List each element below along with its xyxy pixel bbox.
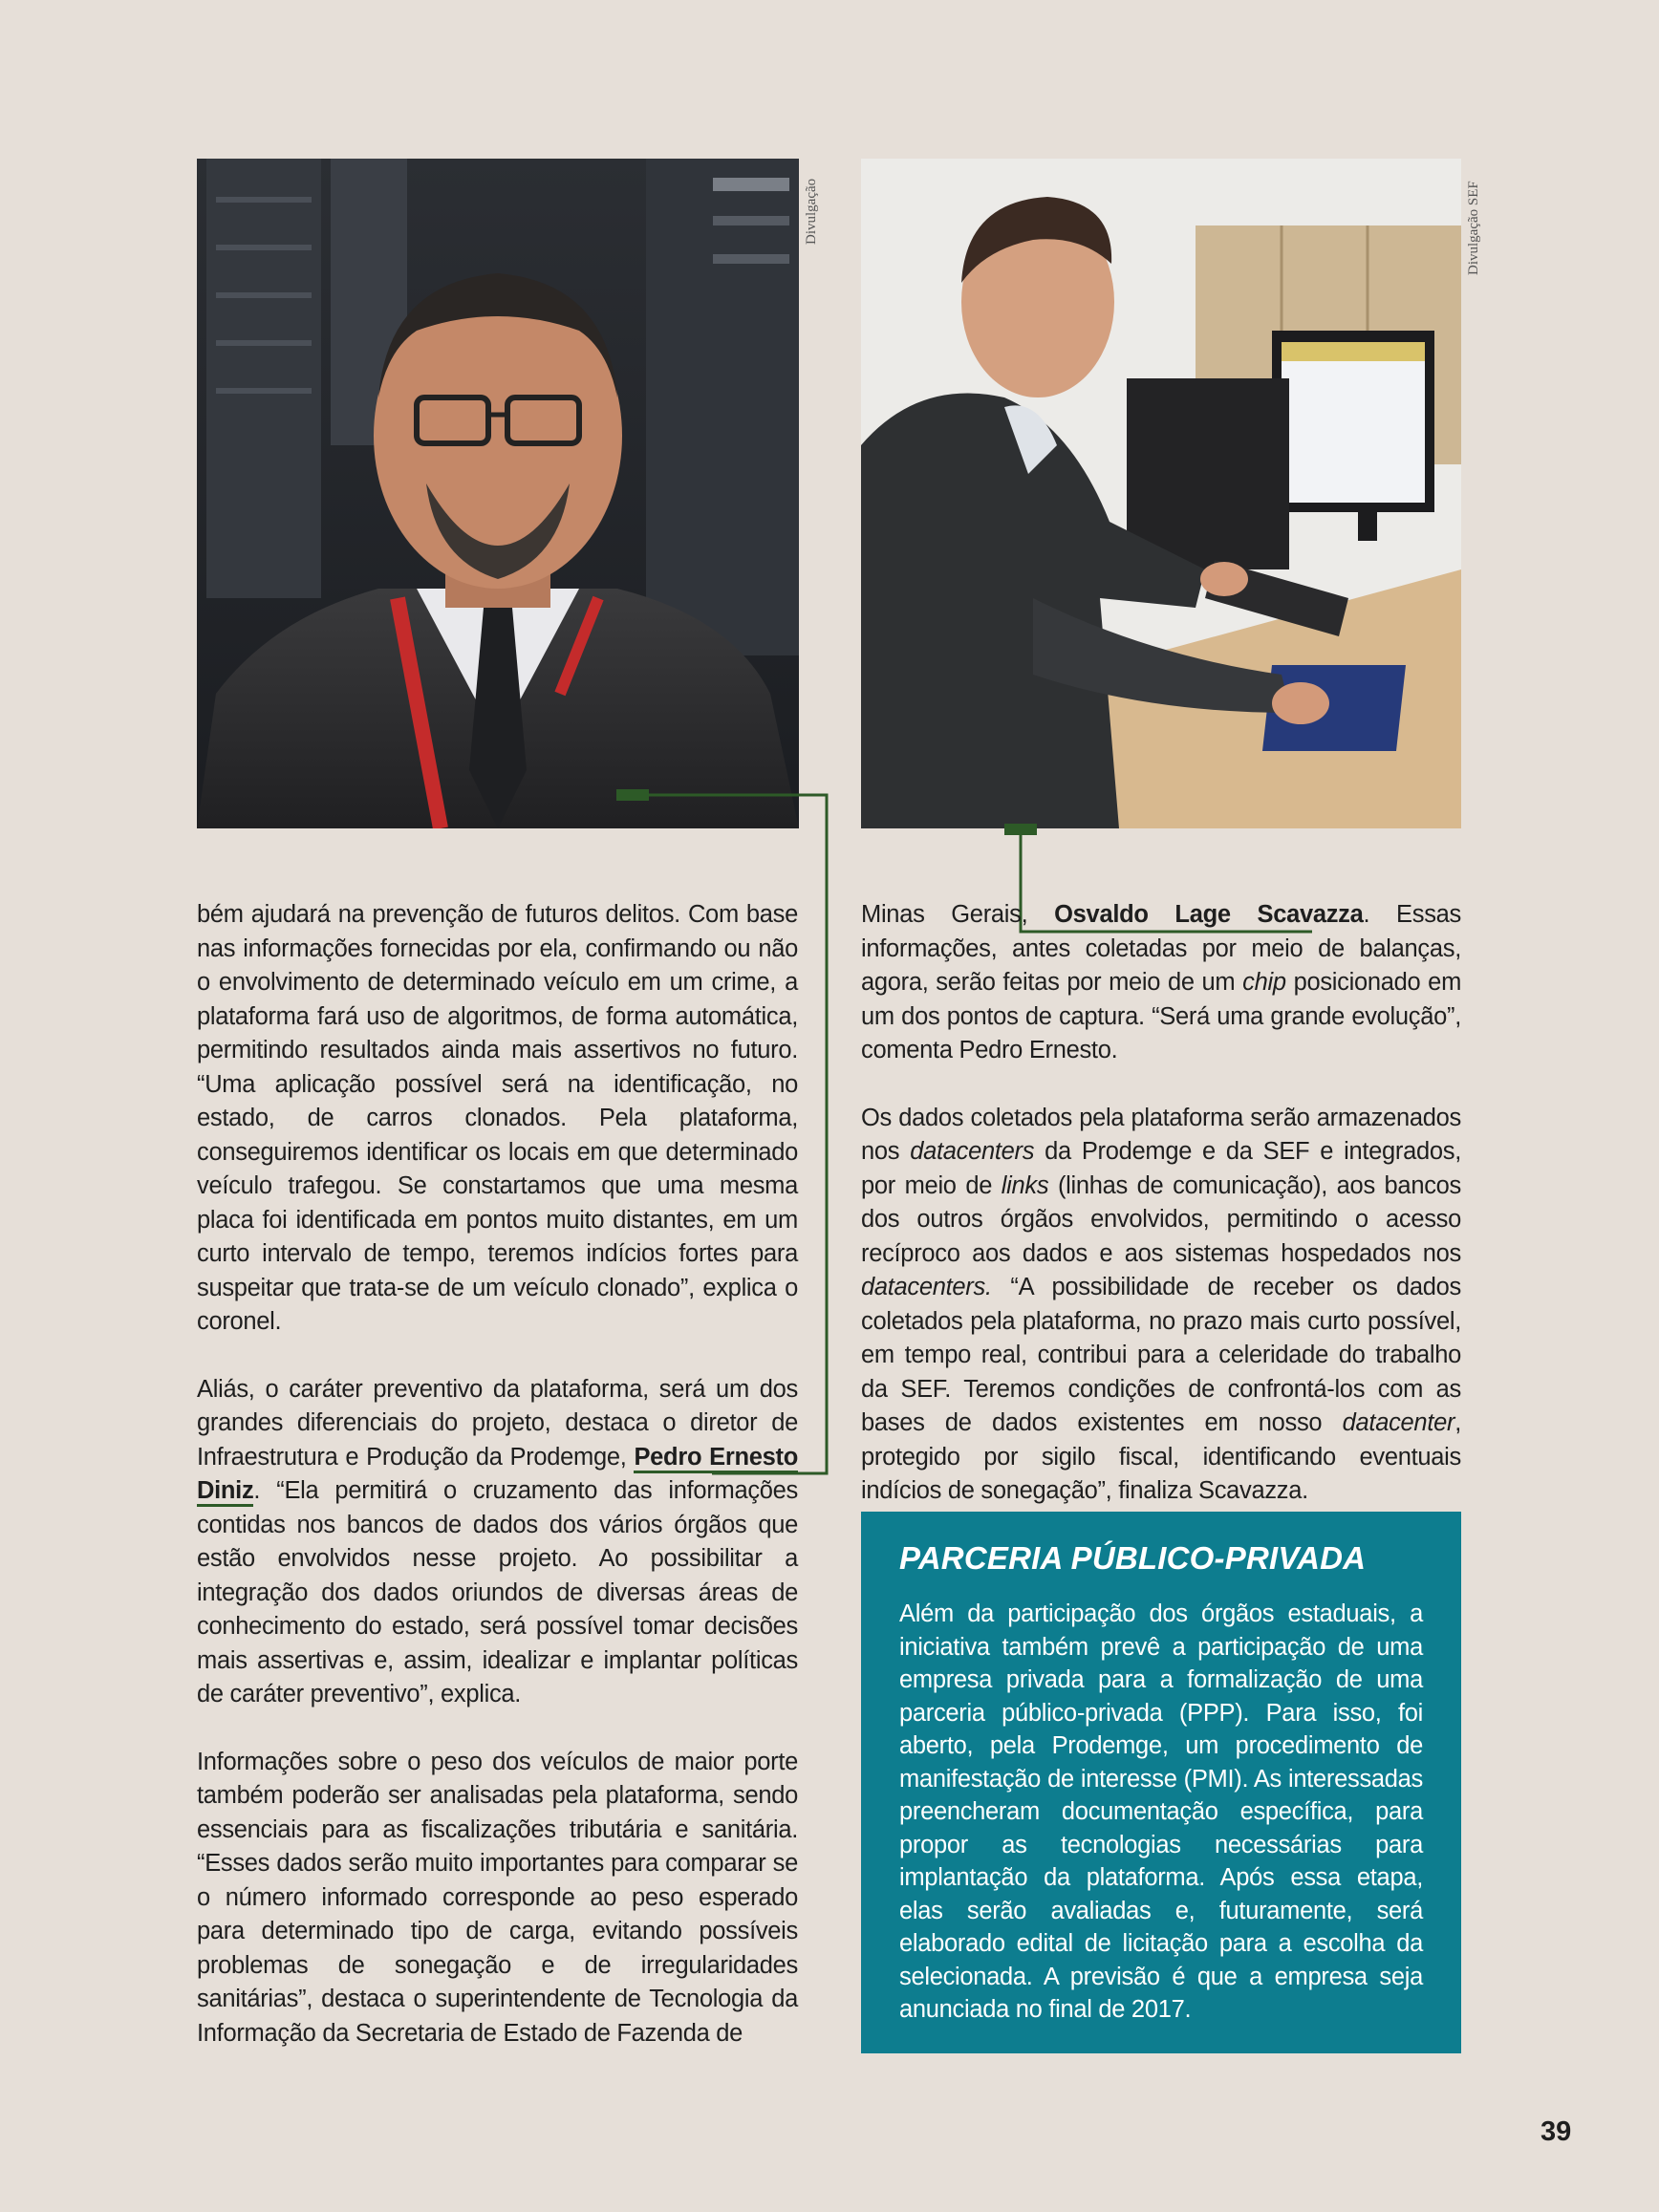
- term-chip: chip: [1242, 969, 1286, 996]
- left-paragraph-3: Informações sobre o peso dos veículos de maior porte também poderão ser analisadas pela plataforma, sendo essenciais para as fiscalizações tributária e sanitária. “Esses dados serão muito importantes para comparar se o número informado corresponde ao peso esperado para determinado tipo de carga, evitando possíveis problemas de sonegação e de irregularidades sanitárias”, destaca o superintendente de Tecnologia da Informação da Secretaria de Estado de Fazenda de: [197, 1748, 798, 2047]
- right-paragraph-2-c: (linhas de comunicação), aos bancos dos outros órgãos envolvidos, permitindo o acesso recíproco aos dados e aos sistemas hospedados nos: [861, 1171, 1461, 1267]
- right-paragraph-2: [861, 1102, 1461, 1509]
- name-osvaldo-scavazza: Osvaldo Lage Scavazza: [1054, 901, 1364, 928]
- left-column: [197, 898, 798, 2051]
- sidebar-box: [861, 1512, 1461, 2053]
- sidebar-text: Além da participação dos órgãos estaduais, a iniciativa também prevê a participação de uma empresa privada para a formalização de uma parceria público-privada (PPP). Para isso, foi aberto, pela Prodemge, um procedimento de manifestação de interesse (PMI). As interessadas preencheram documentação específica, para propor as tecnologias necessárias para implantação da plataforma. Após essa etapa, elas serão avaliadas e, futuramente, será elaborado edital de licitação para a escolha da selecionada. A previsão é que a empresa seja anunciada no final de 2017.: [899, 1600, 1423, 2023]
- term-datacenter-3: datacenter: [1342, 1409, 1455, 1436]
- left-paragraph-2: [197, 1373, 798, 1712]
- right-paragraph-1-mid: . Essas informações, antes coletadas por meio de balanças, agora, serão feitas por meio de um: [861, 901, 1461, 996]
- term-links: links: [1001, 1171, 1049, 1199]
- left-paragraph-1: bém ajudará na prevenção de futuros delitos. Com base nas informações fornecidas por ela, confirmando ou não o envolvimento de determinado veículo em um crime, a plataforma fará uso de algoritmos, de forma automática, permitindo resultados ainda mais assertivos no futuro. “Uma aplicação possível será na identificação, no estado, de carros clonados. Pela plataforma, conseguiremos identificar os locais em que determinado veículo trafegou. Se constartamos que uma mesma placa foi identificada em pontos muito distantes, em um curto intervalo de tempo, teremos indícios fortes para suspeitar que trata-se de um veículo clonado”, explica o coronel.: [197, 901, 798, 1335]
- photo-pedro-ernesto-illustration: [197, 159, 799, 828]
- right-paragraph-2-e: , protegido por sigilo fiscal, identificando eventuais indícios de sonegação”, finaliza Scavazza.: [861, 1409, 1461, 1504]
- name-pedro-ernesto: Pedro Ernesto Diniz: [197, 1444, 798, 1508]
- right-paragraph-2-d: “A possibilidade de receber os dados coletados pela plataforma, no prazo mais curto possível, em tempo real, contribui para a celeridade do trabalho da SEF. Teremos condições de confrontá-los com as bases de dados existentes em nosso: [861, 1274, 1461, 1436]
- photo-credit-right: Divulgação SEF: [1466, 181, 1481, 275]
- right-paragraph-1-rest: posicionado em um dos pontos de captura. “Será uma grande evolução”, comenta Pedro Ernesto.: [861, 969, 1462, 1063]
- right-paragraph-2-b: da Prodemge e da SEF e integrados, por meio de: [861, 1138, 1461, 1199]
- term-datacenters-1: datacenters: [910, 1138, 1035, 1165]
- right-paragraph-1: [861, 898, 1461, 1068]
- page-number: 39: [1540, 2116, 1572, 2147]
- photo-osvaldo-scavazza-illustration: [861, 159, 1461, 828]
- photo-credit-left: Divulgação: [804, 178, 819, 245]
- right-paragraph-2-a: Os dados coletados pela plataforma serão armazenados nos: [861, 1104, 1461, 1165]
- term-datacenters-2: datacenters.: [861, 1274, 992, 1300]
- photo-pedro-ernesto: [197, 159, 799, 828]
- left-paragraph-2-lead: Aliás, o caráter preventivo da plataforma, será um dos grandes diferenciais do projeto, destaca o diretor de Infraestrutura e Produção da Prodemge,: [197, 1375, 798, 1471]
- left-paragraph-2-rest: . “Ela permitirá o cruzamento das informações contidas nos bancos de dados dos vários órgãos que estão envolvidos nesse projeto. Ao possibilitar a integração dos dados oriundos de diversas áreas de conhecimento do estado, será possível tomar decisões mais assertivas e, assim, idealizar e implantar políticas de caráter preventivo”, explica.: [197, 1477, 798, 1707]
- right-paragraph-1-lead: Minas Gerais,: [861, 901, 1028, 928]
- photo-osvaldo-scavazza: [861, 159, 1461, 828]
- right-column: [861, 898, 1461, 1509]
- sidebar-title: PARCERIA PÚBLICO-PRIVADA: [899, 1540, 1367, 1576]
